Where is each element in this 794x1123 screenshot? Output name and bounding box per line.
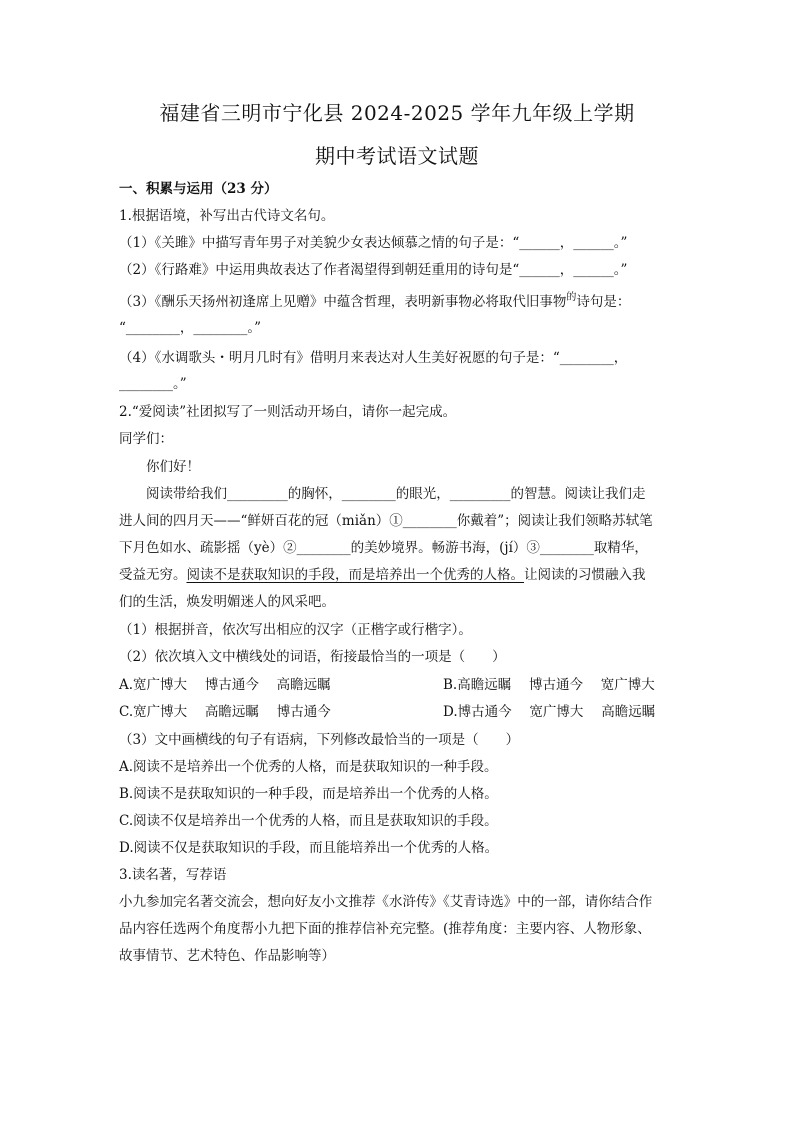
underlined-sentence: 阅读不是获取知识的手段，而是培养出一个优秀的人格。: [186, 567, 524, 583]
option-a: A.宽广博大 博古通今 高瞻远瞩: [119, 677, 331, 693]
option-d: D.博古通今 宽广博大 高瞻远瞩: [443, 704, 656, 720]
question-1-item-2: （2）《行路难》中运用典故表达了作者渴望得到朝廷重用的诗句是“______，______。”: [119, 262, 628, 278]
sub3-option-a: A.阅读不是培养出一个优秀的人格，而是获取知识的一种手段。: [119, 759, 498, 775]
question-2-stem: 2.“爱阅读”社团拟写了一则活动开场白，请你一起完成。: [119, 404, 457, 420]
question-1-item-4: （4）《水调歌头・明月几时有》借明月来表达对人生美好祝愿的句子是：“________，: [119, 350, 628, 366]
question-1-item-3: （3）《酬乐天扬州初逢席上见赠》中蕴含哲理，表明新事物必将取代旧事物$^的$诗句是：: [119, 292, 631, 310]
option-c: C.宽广博大 高瞻远瞩 博古通今: [119, 704, 331, 720]
passage-line-5: 们的生活，焕发明媚迷人的风采吧。: [119, 594, 335, 610]
subquestion-2: （2）依次填入文中横线处的词语，衔接最恰当的一项是（ ）: [119, 649, 506, 665]
passage-greeting: 你们好！: [146, 459, 200, 475]
passage-line-3: 下月色如水、疏影摇（yè）②________的美妙境界。畅游书海，(jí）③________取精华，: [119, 540, 648, 556]
sub3-option-b: B.阅读不是获取知识的一种手段，而是培养出一个优秀的人格。: [119, 786, 498, 802]
question-1-stem: 1.根据语境，补写出古代诗文名句。: [119, 208, 335, 224]
question-1-item-1: （1）《关雎》中描写青年男子对美貌少女表达倾慕之情的句子是：“______，______。”: [119, 235, 628, 251]
question-3-line-2: 品内容任选两个角度帮小九把下面的推荐信补充完整。(推荐角度：主要内容、人物形象、: [119, 921, 651, 937]
exam-title-line2: 期中考试语文试题: [315, 144, 479, 168]
sub3-option-d: D.阅读不仅是获取知识的手段，而且能培养出一个优秀的人格。: [119, 840, 499, 856]
passage-line-4: 受益无穷。阅读不是获取知识的手段，而是培养出一个优秀的人格。让阅读的习惯融入我: [119, 567, 646, 583]
exam-title-line1: 福建省三明市宁化县 2024-2025 学年九年级上学期: [159, 101, 635, 125]
section-heading: 一、积累与运用（23 分）: [119, 181, 278, 197]
passage-salutation: 同学们：: [119, 431, 173, 447]
question-3-line-1: 小九参加完名著交流会，想向好友小文推荐《水浒传》《艾青诗选》中的一部，请你结合作: [119, 894, 653, 910]
question-1-item-4-blanks: ________。”: [119, 376, 187, 392]
subquestion-3: （3）文中画横线的句子有语病，下列修改最恰当的一项是（ ）: [119, 732, 520, 748]
option-b: B.高瞻远瞩 博古通今 宽广博大: [443, 677, 655, 693]
question-3-line-3: 故事情节、艺术特色、作品影响等）: [119, 948, 335, 964]
passage-line-2: 进人间的四月天——“鲜妍百花的冠（miǎn）①________你戴着”；阅读让我们领略苏轼笔: [119, 513, 653, 529]
sub3-option-c: C.阅读不仅是培养出一个优秀的人格，而且是获取知识的手段。: [119, 813, 498, 829]
question-1-item-3-blanks: “________，________。”: [119, 320, 262, 336]
passage-line-1: 阅读带给我们_________的胸怀，________的眼光，_________的智慧。阅读让我们走: [146, 486, 646, 502]
question-3-stem: 3.读名著，写荐语: [119, 867, 227, 883]
subquestion-1: （1）根据拼音，依次写出相应的汉字（正楷字或行楷字）。: [119, 622, 472, 638]
